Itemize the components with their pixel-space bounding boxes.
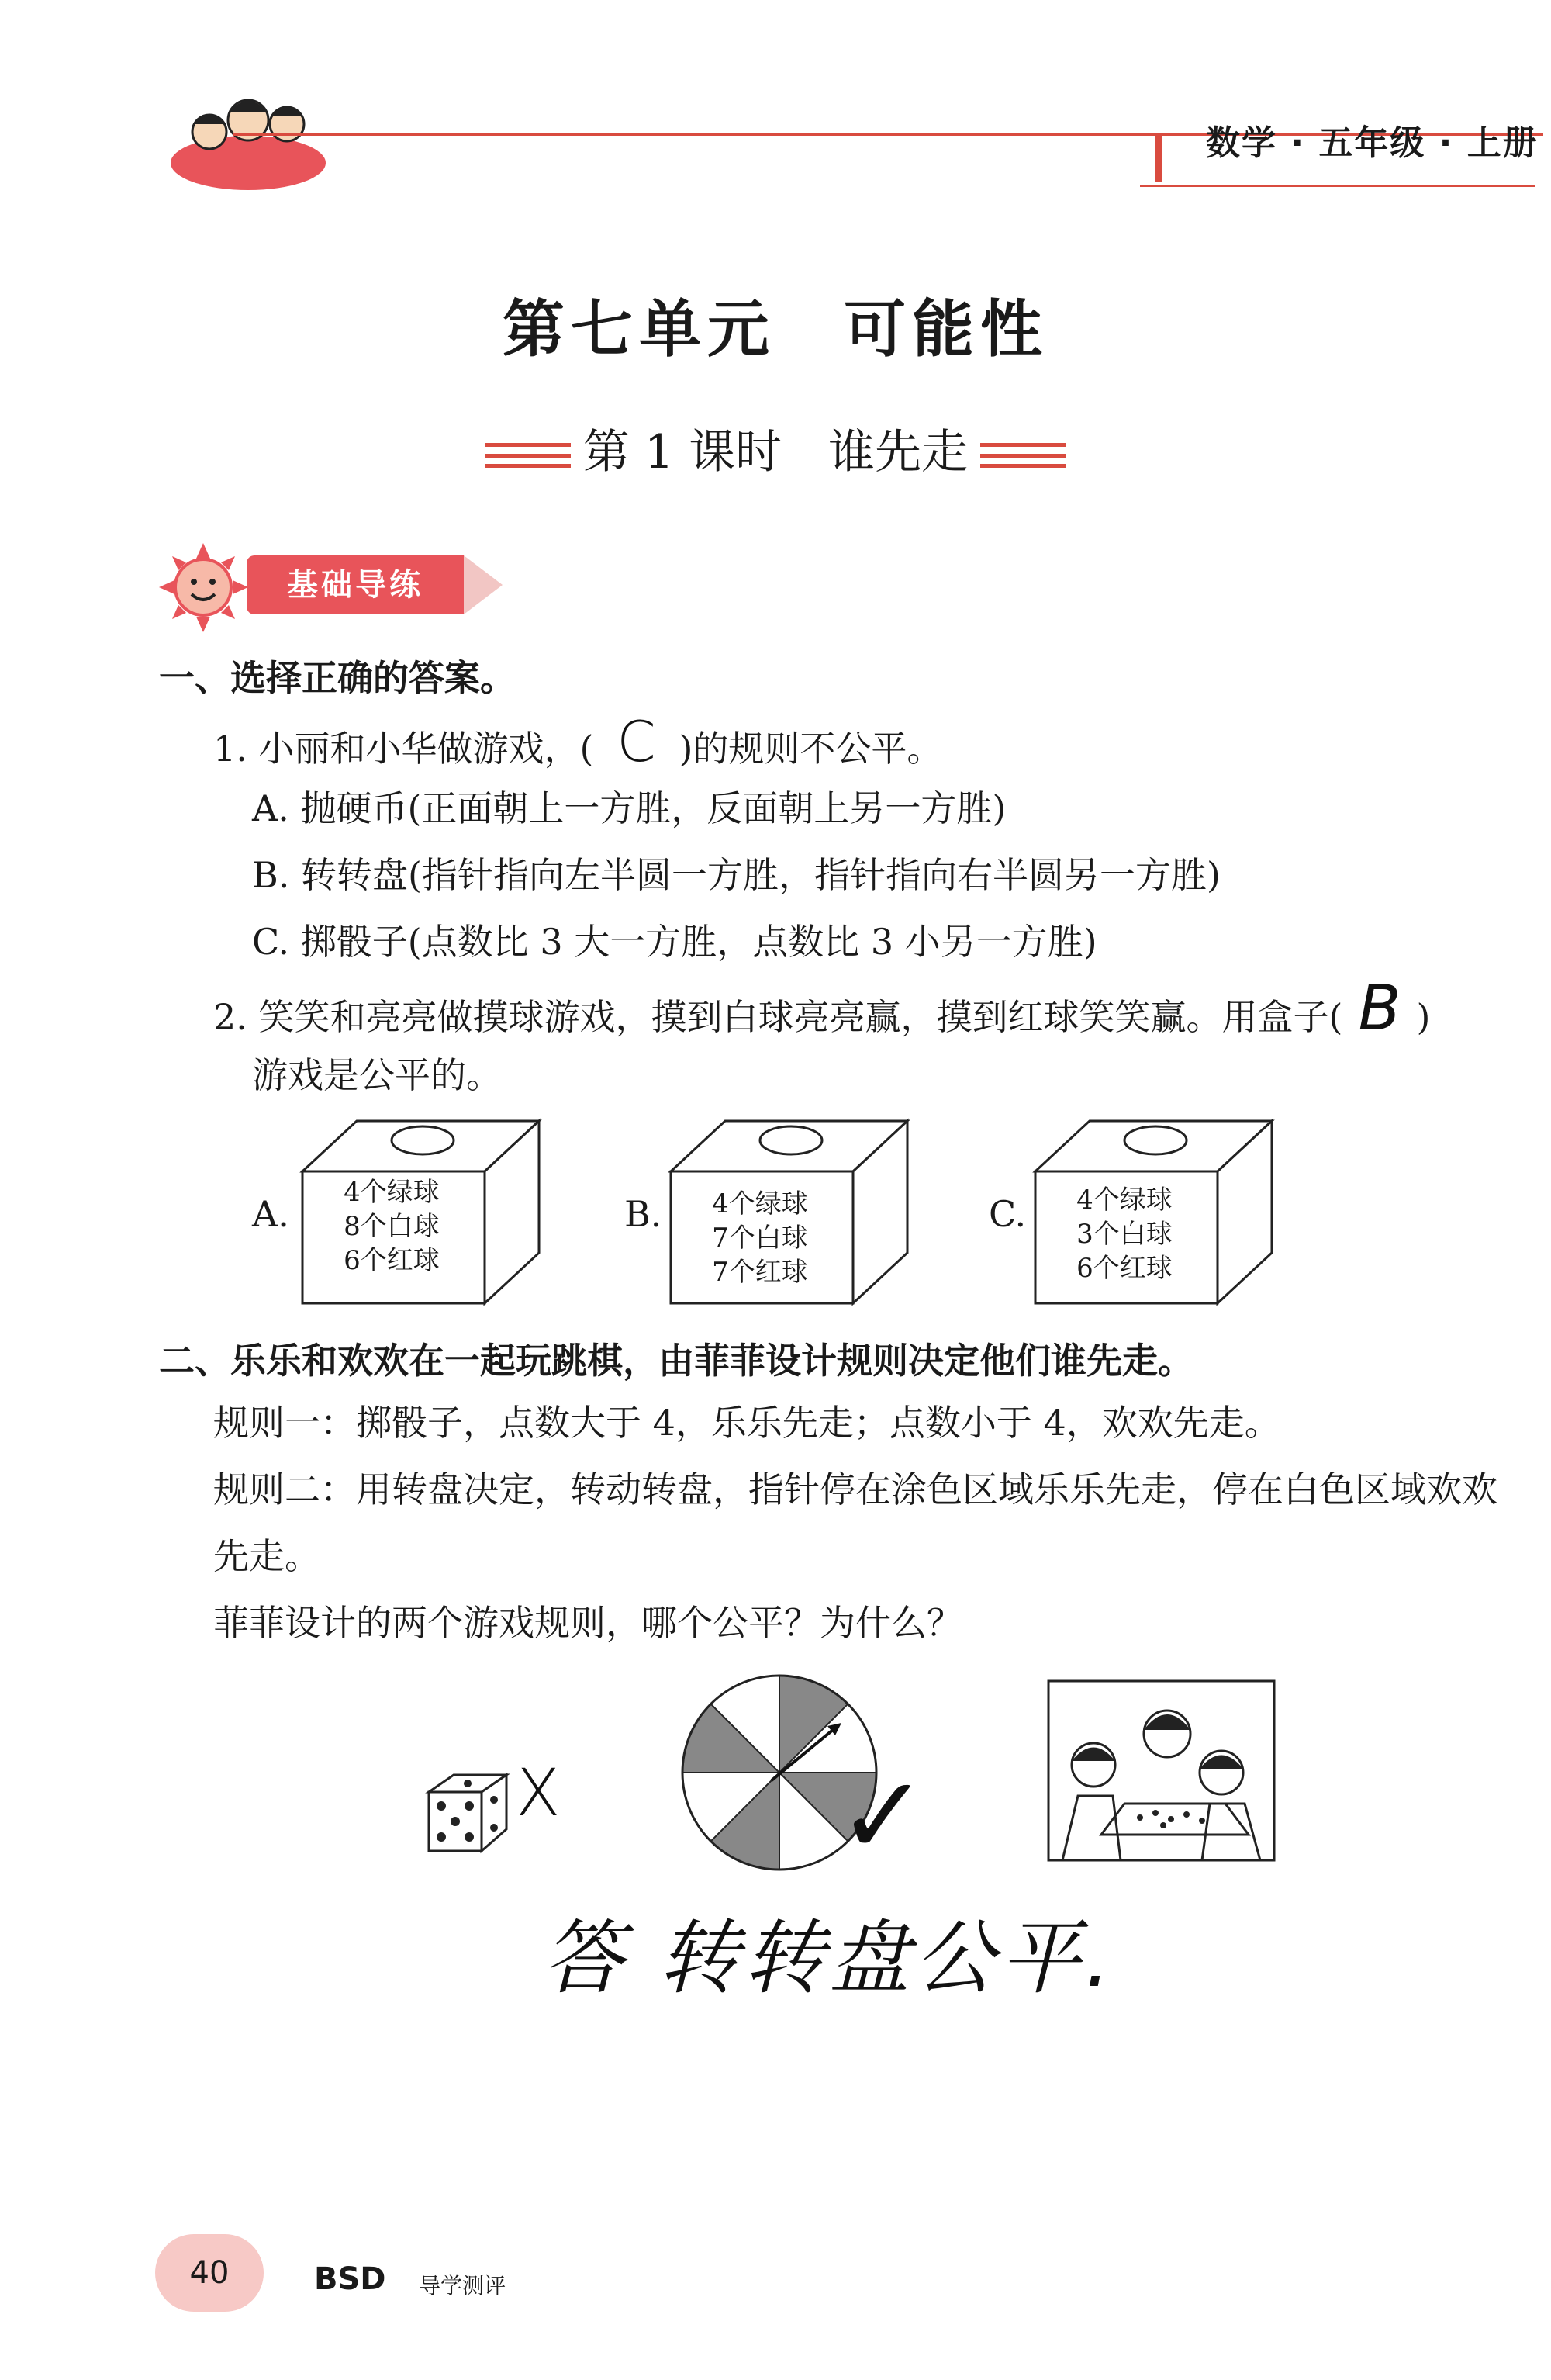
header-kids-illustration [155,78,333,194]
q1-prefix: 1. 小丽和小华做游戏，( [213,728,594,770]
kids-playing-checkers-illustration [1047,1679,1276,1862]
q1-option-b: B. 转转盘(指针指向左半圆一方胜，指针指向右半圆另一方胜) [252,854,1221,896]
rule-1: 规则一：掷骰子，点数大于 4，乐乐先走；点数小于 4，欢欢先走。 [213,1402,1280,1444]
title-deco-left [485,443,571,468]
box-b-white: 7个白球 [712,1223,808,1254]
series-name: 导学测评 [419,2273,506,2299]
dice-cross-mark: X [516,1755,561,1831]
q2-suffix: ) [1416,996,1431,1038]
box-b-label: B. [624,1193,662,1235]
box-a-label: A. [252,1193,289,1235]
q1-line [213,709,943,774]
q1-suffix: )的规则不公平。 [679,728,943,770]
box-c-white: 3个白球 [1076,1219,1173,1250]
lesson-title-row [0,415,1551,482]
rule-2-line2: 先走。 [213,1535,320,1577]
box-a-contents [310,1175,473,1278]
box-a-red: 6个红球 [344,1245,440,1276]
section2-heading: 二、乐乐和欢欢在一起玩跳棋，由菲菲设计规则决定他们谁先走。 [159,1340,1193,1382]
sun-icon [159,543,248,632]
title-deco-right [980,443,1066,468]
dice-icon [423,1769,512,1858]
q2-line1 [213,972,1431,1044]
box-b-contents [679,1187,841,1289]
header-rule-lower [1140,185,1535,187]
unit-title: 第七单元 可能性 [503,292,1048,365]
box-b-green: 4个绿球 [712,1188,808,1219]
section2-question: 菲菲设计的两个游戏规则，哪个公平？为什么？ [213,1602,962,1644]
section-badge: 基础导练 [247,555,464,614]
page-number: 40 [189,2255,230,2291]
spinner-check-mark: ✓ [838,1753,929,1880]
publisher-code: BSD [314,2261,386,2297]
box-a-white: 8个白球 [344,1211,440,1242]
box-c-label: C. [989,1193,1027,1235]
rule-2-line1: 规则二：用转盘决定，转动转盘，指针停在涂色区域乐乐先走，停在白色区域欢欢 [213,1468,1497,1510]
page-number-badge [155,2234,264,2312]
q2-prefix: 2. 笑笑和亮亮做摸球游戏，摸到白球亮亮赢，摸到红球笑笑赢。用盒子( [213,996,1343,1038]
box-c-green: 4个绿球 [1076,1185,1173,1216]
box-b-red: 7个红球 [712,1257,808,1288]
section1-heading: 一、选择正确的答案。 [159,657,516,699]
badge-pencil-tip [464,555,503,614]
box-c-contents [1043,1183,1206,1285]
header-marker [1155,136,1162,182]
q1-option-c: C. 掷骰子(点数比 3 大一方胜，点数比 3 小另一方胜) [252,921,1097,963]
lesson-title: 第 1 课时 谁先走 [582,425,969,479]
box-c-red: 6个红球 [1076,1253,1173,1284]
q1-option-a: A. 抛硬币(正面朝上一方胜，反面朝上另一方胜) [252,787,1007,829]
box-a-green: 4个绿球 [344,1177,440,1208]
book-title: 数学 · 五年级 · 上册 [1206,123,1539,163]
handwritten-answer: 答 转转盘公平. [543,1911,1116,2005]
q2-line2: 游戏是公平的。 [252,1054,502,1096]
q2-handwritten-answer: B [1358,972,1401,1044]
q1-handwritten-answer: C [617,709,656,774]
